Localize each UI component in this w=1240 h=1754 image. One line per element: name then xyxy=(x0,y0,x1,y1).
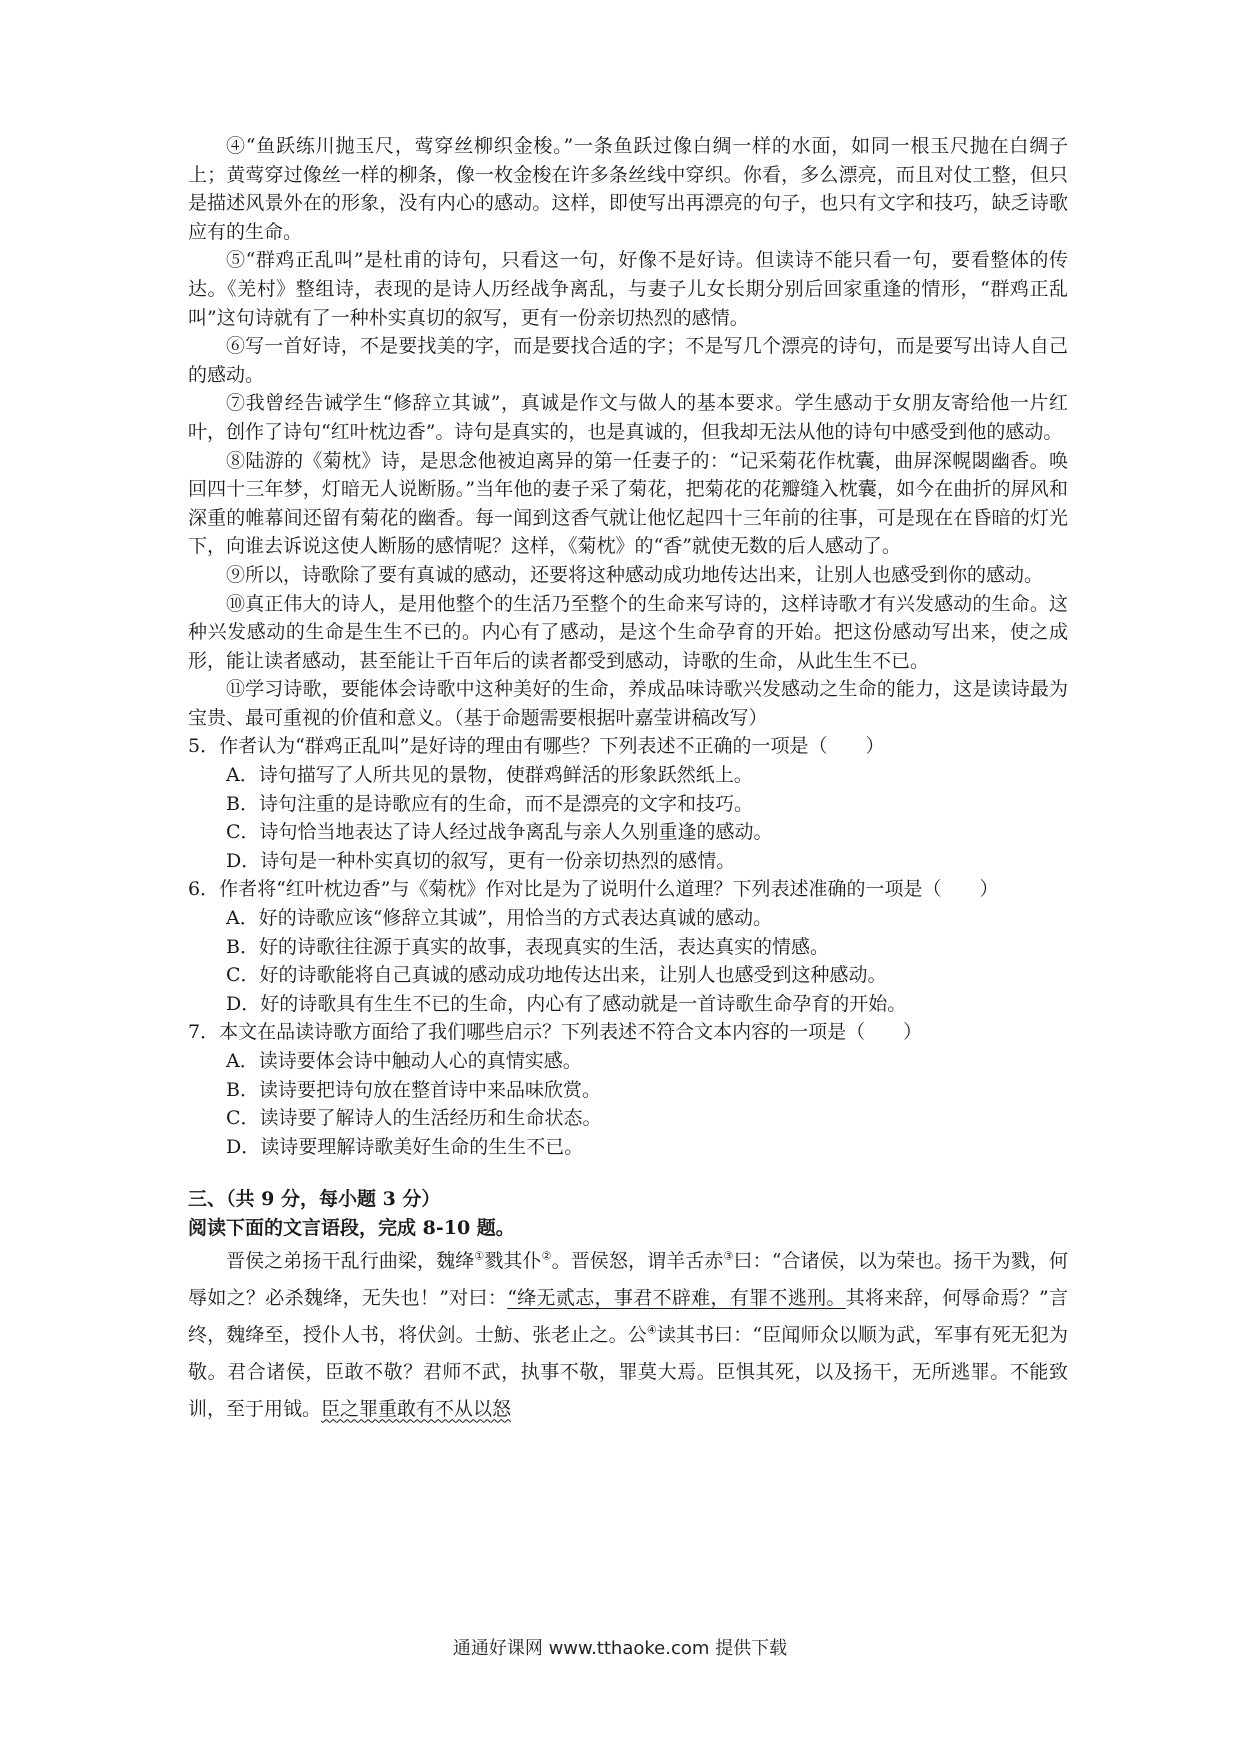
paragraph-11: ⑪学习诗歌，要能体会诗歌中这种美好的生命，养成品味诗歌兴发感动之生命的能力，这是读诗最为宝贵、最可重视的价值和意义。（基于命题需要根据叶嘉莹讲稿改写） xyxy=(188,678,1068,729)
paragraph-9: ⑨所以，诗歌除了要有真诚的感动，还要将这种感动成功地传达出来，让别人也感受到你的感动。 xyxy=(226,563,1044,586)
option-b: B．好的诗歌往往源于真实的故事，表现真实的生活，表达真实的情感。 xyxy=(226,935,829,958)
classical-text: 。晋侯怒，谓羊舌赤 xyxy=(551,1249,724,1272)
classical-passage xyxy=(188,1243,1068,1428)
option-d: D．读诗要理解诗歌美好生命的生生不已。 xyxy=(226,1135,584,1158)
option-a: A．好的诗歌应该“修辞立其诚”，用恰当的方式表达真诚的感动。 xyxy=(226,907,773,930)
question-stem: 5．作者认为“群鸡正乱叫”是好诗的理由有哪些？下列表述不正确的一项是（ ） xyxy=(188,735,885,758)
paragraph-4: ④“鱼跃练川抛玉尺，莺穿丝柳织金梭。”一条鱼跃过像白绸一样的水面，如同一根玉尺抛在白绸子上；黄莺穿过像丝一样的柳条，像一枚金梭在许多条丝线中穿织。你看，多么漂亮，而且对仗工整，但只是描述风景外在的形象，没有内心的感动。这样，即使写出再漂亮的句子，也只有文字和技巧，缺乏诗歌应有的生命。 xyxy=(188,135,1068,243)
question-5 xyxy=(188,732,1068,875)
question-stem: 7．本文在品读诗歌方面给了我们哪些启示？下列表述不符合文本内容的一项是（ ） xyxy=(188,1021,923,1044)
option-b: B．诗句注重的是诗歌应有的生命，而不是漂亮的文字和技巧。 xyxy=(226,792,753,815)
classical-text: 晋侯之弟扬干乱行曲梁，魏绛 xyxy=(226,1249,475,1272)
question-6 xyxy=(188,875,1068,1018)
option-c: C．读诗要了解诗人的生活经历和生命状态。 xyxy=(226,1107,602,1130)
wavy-underlined-sentence: 臣之罪重敢有不从以怒 xyxy=(321,1397,512,1420)
option-d: D．好的诗歌具有生生不已的生命，内心有了感动就是一首诗歌生命孕育的开始。 xyxy=(226,992,907,1015)
footnote-marker: ④ xyxy=(646,1323,657,1337)
document-body xyxy=(188,132,1068,1428)
option-d: D．诗句是一种朴实真切的叙写，更有一份亲切热烈的感情。 xyxy=(226,849,736,872)
option-c: C．好的诗歌能将自己真诚的感动成功地传达出来，让别人也感受到这种感动。 xyxy=(226,964,887,987)
question-stem: 6．作者将“红叶枕边香”与《菊枕》作对比是为了说明什么道理？下列表述准确的一项是（ ） xyxy=(188,878,999,901)
question-7 xyxy=(188,1018,1068,1161)
option-a: A．读诗要体会诗中触动人心的真情实感。 xyxy=(226,1050,582,1072)
option-c: C．诗句恰当地表达了诗人经过战争离乱与亲人久别重逢的感动。 xyxy=(226,821,773,844)
paragraph-5: ⑤“群鸡正乱叫”是杜甫的诗句，只看这一句，好像不是好诗。但读诗不能只看一句，要看整体的传达。《羌村》整组诗，表现的是诗人历经战争离乱，与妻子儿女长期分别后回家重逢的情形，“群鸡正乱叫”这句诗就有了一种朴实真切的叙写，更有一份亲切热烈的感情。 xyxy=(188,249,1068,329)
classical-text: 读其书曰：“臣闻师众以顺为武，军事有死无犯为敬。君合诸侯，臣敢不敬？君师不武，执事不敬，罪莫大焉。臣惧其死，以及扬干，无所逃罪。不能致训，至于用钺。 xyxy=(188,1323,1068,1420)
section-3-heading: 三、（共 9 分，每小题 3 分） xyxy=(188,1188,441,1211)
paragraph-10: ⑩真正伟大的诗人，是用他整个的生活乃至整个的生命来写诗的，这样诗歌才有兴发感动的生命。这种兴发感动的生命是生生不已的。内心有了感动，是这个生命孕育的开始。把这份感动写出来，使之成形，能让读者感动，甚至能让千百年后的读者都受到感动，诗歌的生命，从此生生不已。 xyxy=(188,592,1068,672)
paragraph-8: ⑧陆游的《菊枕》诗，是思念他被迫离异的第一任妻子的：“记采菊花作枕囊，曲屏深幌閟幽香。唤回四十三年梦，灯暗无人说断肠。”当年他的妻子采了菊花，把菊花的花瓣缝入枕囊，如今在曲折的屏风和深重的帷幕间还留有菊花的幽香。每一闻到这香气就让他忆起四十三年前的往事，可是现在在昏暗的灯光下，向谁去诉说这使人断肠的感情呢？这样，《菊枕》的“香”就使无数的后人感动了。 xyxy=(188,449,1068,558)
footnote-marker: ② xyxy=(541,1249,552,1263)
option-b: B．读诗要把诗句放在整首诗中来品味欣赏。 xyxy=(226,1078,601,1101)
paragraph-6: ⑥写一首好诗，不是要找美的字，而是要找合适的字；不是写几个漂亮的诗句，而是要写出诗人自己的感动。 xyxy=(188,335,1068,386)
footnote-marker: ① xyxy=(474,1249,485,1263)
classical-text: 曰：“合诸侯，以为荣也。扬干为戮，何辱如之？必杀魏绛，无失也！”对曰： xyxy=(188,1249,1068,1309)
classical-text: 其将来辞，何辱命焉？”言终，魏绛至，授仆人书，将伏剑。士魴、张老止之。公 xyxy=(188,1286,1068,1346)
footnote-marker: ③ xyxy=(723,1249,734,1263)
option-a: A．诗句描写了人所共见的景物，使群鸡鲜活的形象跃然纸上。 xyxy=(226,764,753,787)
section-3-instruction: 阅读下面的文言语段，完成 8-10 题。 xyxy=(188,1216,515,1239)
paragraph-7: ⑦我曾经告诫学生“修辞立其诚”，真诚是作文与做人的基本要求。学生感动于女朋友寄给他一片红叶，创作了诗句“红叶枕边香”。诗句是真实的，也是真诚的，但我却无法从他的诗句中感受到他的感动。 xyxy=(188,392,1068,443)
underlined-sentence: “绛无贰志，事君不辟难，有罪不逃刑。 xyxy=(507,1286,846,1309)
classical-text: 戮其仆 xyxy=(484,1249,542,1272)
page-footer: 通通好课网 www.tthaoke.com 提供下载 xyxy=(452,1638,788,1659)
